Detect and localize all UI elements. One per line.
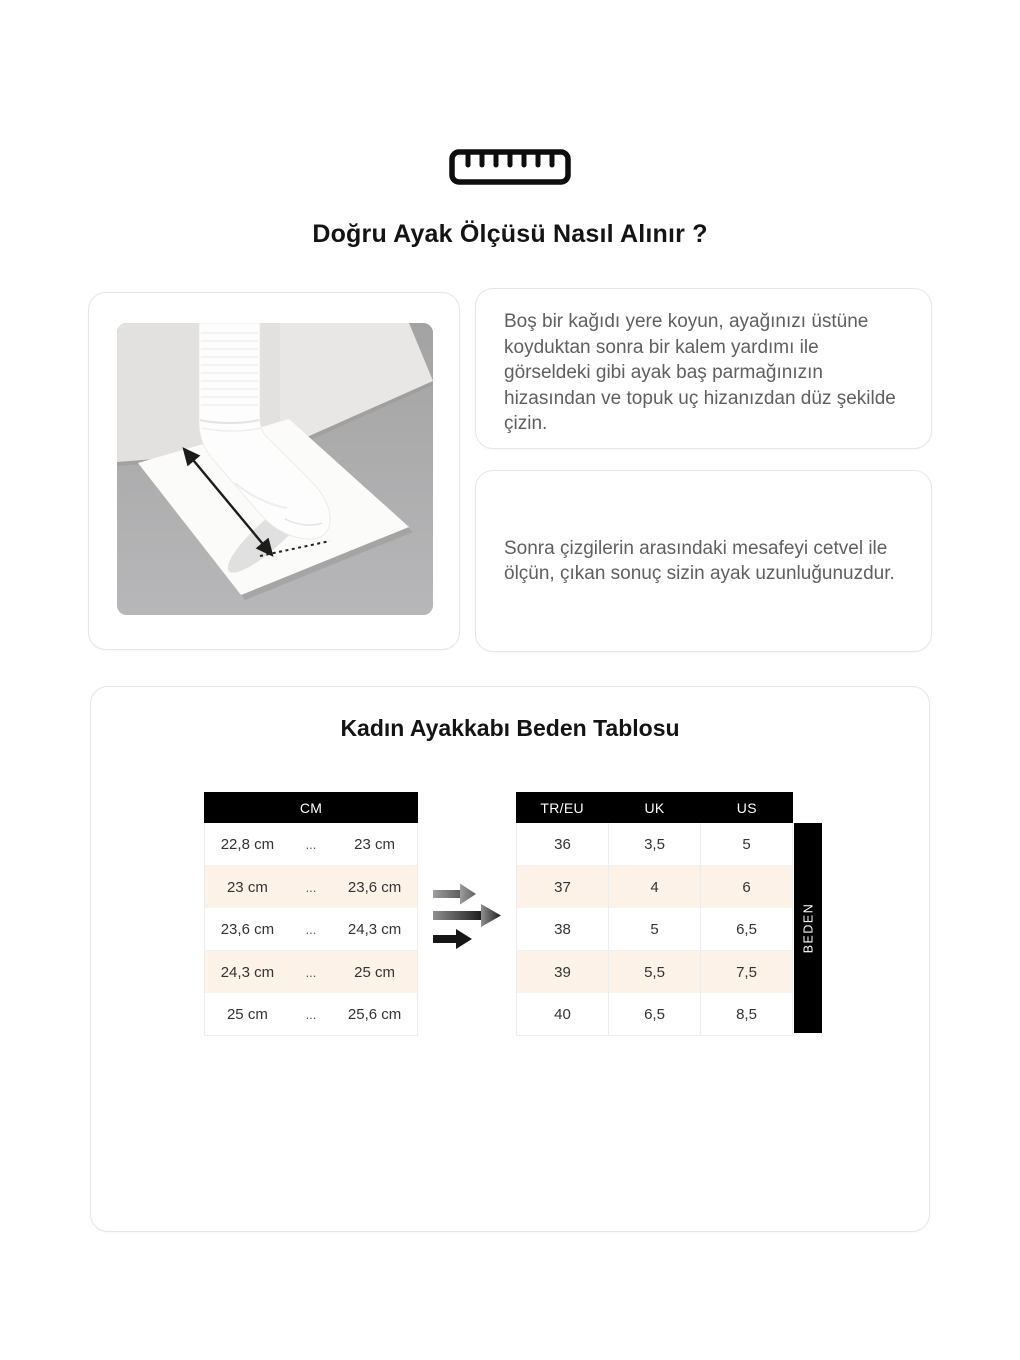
- page-title: Doğru Ayak Ölçüsü Nasıl Alınır ?: [312, 220, 708, 248]
- table-row: [517, 823, 792, 866]
- table-row: [205, 951, 417, 993]
- cm-to: 23,6 cm: [347, 878, 402, 896]
- cell-uk: 5: [608, 908, 700, 950]
- cell-us: 6: [700, 866, 792, 908]
- cm-header-label: CM: [299, 799, 323, 816]
- range-dots: ...: [305, 921, 317, 937]
- size-table-header: [516, 792, 793, 823]
- beden-side-label: [794, 823, 822, 1033]
- cell-uk: 5,5: [608, 951, 700, 993]
- cm-from: 23,6 cm: [220, 920, 275, 938]
- table-row: [517, 866, 792, 908]
- conversion-arrows-icon: [433, 877, 507, 960]
- table-row: [205, 823, 417, 866]
- instruction-step-1: Boş bir kağıdı yere koyun, ayağınızı üstüne koyduktan sonra bir kalem yardımı ile görseldeki gibi ayak baş parmağınızın hizasından ve topuk uç hizanızdan düz şekilde çizin.: [504, 311, 896, 434]
- instruction-card-1: [475, 288, 932, 449]
- cell-us: 7,5: [700, 951, 792, 993]
- table-row: [205, 908, 417, 951]
- cm-from: 22,8 cm: [220, 835, 275, 853]
- cm-to: 25,6 cm: [347, 1005, 402, 1023]
- cm-to: 24,3 cm: [347, 920, 402, 938]
- size-conversion-table: [516, 792, 793, 1036]
- beden-label-text: BEDEN: [801, 902, 816, 954]
- header-us: US: [736, 799, 757, 816]
- cell-tr-eu: 38: [554, 920, 571, 938]
- cm-from: 25 cm: [226, 1005, 268, 1023]
- table-row: [517, 908, 792, 951]
- range-dots: ...: [305, 964, 317, 980]
- cell-us: 5: [700, 823, 792, 865]
- cell-tr-eu: 37: [554, 878, 571, 896]
- cm-from: 23 cm: [226, 878, 268, 896]
- foot-measurement-photo: [117, 323, 433, 615]
- cell-uk: 3,5: [608, 823, 700, 865]
- table-row: [205, 993, 417, 1035]
- range-dots: ...: [305, 836, 317, 852]
- table-row: [517, 951, 792, 993]
- instruction-step-2: Sonra çizgilerin arasındaki mesafeyi cetvel ile ölçün, çıkan sonuç sizin ayak uzunluğunuzdur.: [504, 537, 895, 584]
- cell-tr-eu: 40: [554, 1005, 571, 1023]
- size-table-title: Kadın Ayakkabı Beden Tablosu: [340, 715, 680, 741]
- cell-uk: 4: [608, 866, 700, 908]
- ruler-icon: [0, 148, 1020, 186]
- measurement-photo-card: [88, 292, 460, 650]
- table-row: [205, 866, 417, 908]
- cell-uk: 6,5: [608, 993, 700, 1035]
- cell-tr-eu: 39: [554, 963, 571, 981]
- cell-tr-eu: 36: [554, 835, 571, 853]
- cm-table-header: [204, 792, 418, 823]
- range-dots: ...: [305, 1006, 317, 1022]
- table-row: [517, 993, 792, 1035]
- cm-to: 23 cm: [354, 835, 396, 853]
- instruction-card-2: [475, 470, 932, 652]
- range-dots: ...: [305, 879, 317, 895]
- size-table-card: [90, 686, 930, 1232]
- cm-to: 25 cm: [354, 963, 396, 981]
- header-tr-eu: TR/EU: [540, 799, 584, 816]
- cm-from: 24,3 cm: [220, 963, 275, 981]
- cm-table: [204, 792, 418, 1036]
- cell-us: 6,5: [700, 908, 792, 950]
- header-uk: UK: [644, 799, 665, 816]
- cell-us: 8,5: [700, 993, 792, 1035]
